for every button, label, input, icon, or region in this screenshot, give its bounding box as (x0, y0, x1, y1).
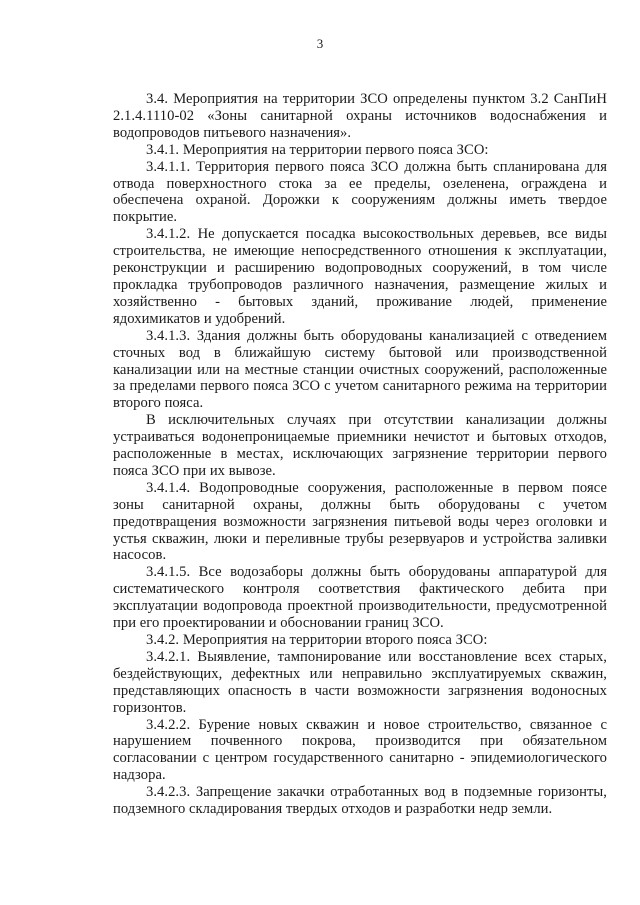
paragraph-3-4-1-1: 3.4.1.1. Территория первого пояса ЗСО должна быть спланирована для отвода поверхностного стока за ее пределы, озеленена, ограждена и обеспечена охраной. Дорожки к сооружениям должны иметь твердое покрытие. (113, 158, 607, 226)
paragraph-3-4-2-2: 3.4.2.2. Бурение новых скважин и новое строительство, связанное с нарушением почвенного покрова, производится при обязательном согласовании с центром государственного санитарно - эпидемиологического надзора. (113, 716, 607, 784)
paragraph-3-4: 3.4. Мероприятия на территории ЗСО определены пунктом 3.2 СанПиН 2.1.4.1110-02 «Зоны санитарной охраны источников водоснабжения и водопроводов питьевого назначения». (113, 91, 607, 141)
paragraph-3-4-2-3: 3.4.2.3. Запрещение закачки отработанных вод в подземные горизонты, подземного складирования твердых отходов и разработки недр земли. (113, 784, 607, 818)
paragraph-3-4-1-3: 3.4.1.3. Здания должны быть оборудованы канализацией с отведением сточных вод в ближайшую систему бытовой или производственной канализации или на местные станции очистных сооружений, расположенные за пределами первого пояса ЗСО с учетом санитарного режима на территории второго пояса. (113, 327, 607, 412)
paragraph-3-4-1-5: 3.4.1.5. Все водозаборы должны быть оборудованы аппаратурой для систематического контроля соответствия фактического дебита при эксплуатации водопровода проектной производительности, предусмотренной при его проектировании и обосновании границ ЗСО. (113, 564, 607, 632)
document-body (113, 91, 607, 818)
paragraph-3-4-1-4: 3.4.1.4. Водопроводные сооружения, расположенные в первом поясе зоны санитарной охраны, должны быть оборудованы с учетом предотвращения возможности загрязнения питьевой воды через оголовки и устья скважин, люки и переливные трубы резервуаров и устройства заливки насосов. (113, 479, 607, 564)
paragraph-3-4-2-1: 3.4.2.1. Выявление, тампонирование или восстановление всех старых, бездействующих, дефектных или неправильно эксплуатируемых скважин, представляющих опасность в части возможности загрязнения водоносных горизонтов. (113, 648, 607, 716)
page-number: 3 (316, 36, 324, 51)
paragraph-3-4-2: 3.4.2. Мероприятия на территории второго пояса ЗСО: (146, 632, 488, 648)
paragraph-3-4-1-2: 3.4.1.2. Не допускается посадка высокоствольных деревьев, все виды строительства, не имеющие непосредственного отношения к эксплуатации, реконструкции и расширению водопроводных сооружений, в том числе прокладка трубопроводов различного назначения, размещение жилых и хозяйственно - бытовых зданий, проживание людей, применение ядохимикатов и удобрений. (113, 226, 607, 327)
paragraph-3-4-1: 3.4.1. Мероприятия на территории первого пояса ЗСО: (146, 141, 489, 158)
paragraph-exceptional-cases: В исключительных случаях при отсутствии канализации должны устраиваться водонепроницаемые приемники нечистот и бытовых отходов, расположенные в местах, исключающих загрязнение территории первого пояса ЗСО при их вывозе. (113, 412, 607, 479)
